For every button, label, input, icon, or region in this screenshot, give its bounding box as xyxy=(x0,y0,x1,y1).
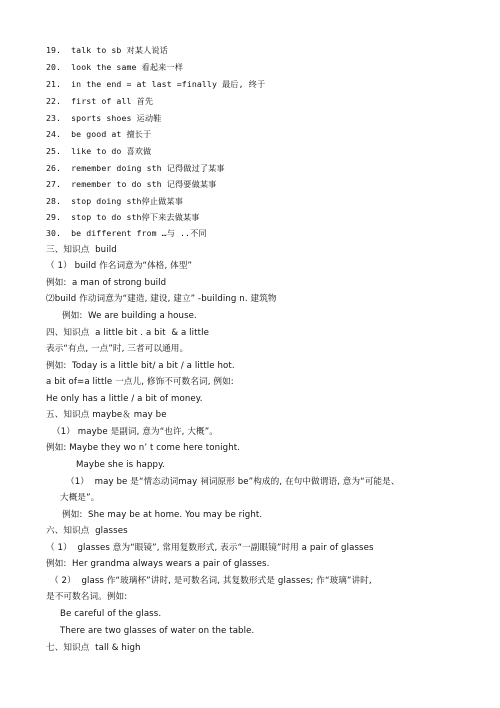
may-be-point: （1） may be 是“情态动词may 祠词原形 be”构成的, 在句中做谓语, 意为“可能是、 xyxy=(66,477,400,487)
a-little-example-1: 例如: Today is a little bit/ a bit / a little hot. xyxy=(46,361,235,371)
phrase-line-24: 24. be good at 擅长于 xyxy=(46,129,152,139)
phrase-line-26: 26. remember doing sth 记得做过了某事 xyxy=(46,163,225,173)
section-heading-glasses: 六、知识点 glasses xyxy=(46,526,128,536)
phrase-line-29: 29. stop to do sth停下来去做某事 xyxy=(46,212,200,222)
glasses-point-1: （ 1） glasses 意为“眼镜”, 常用复数形式, 表示“一副眼镜”时用 a pair of glasses xyxy=(46,543,374,553)
phrase-line-19: 19. talk to sb 对某人说话 xyxy=(46,45,168,55)
maybe-example-1: 例如: Maybe they wo n’ t come here tonight. xyxy=(46,443,241,453)
a-bit-of-example: He only has a little / a bit of money. xyxy=(46,394,203,404)
maybe-example-2: Maybe she is happy. xyxy=(76,460,165,470)
phrase-line-27: 27. remember to do sth 记得要做某事 xyxy=(46,179,217,189)
build-point-2: ⑵build 作动词意为“建造, 建设, 建立” -building n. 建筑物 xyxy=(46,294,277,304)
section-heading-a-little: 四、知识点 a little bit . a bit & a little xyxy=(46,328,209,338)
may-be-example: 例如: She may be at home. You may be right. xyxy=(62,510,263,520)
build-example-2: 例如: We are building a house. xyxy=(62,311,197,321)
a-little-explanation: 表示“有点, 一点”时, 三者可以通用。 xyxy=(46,344,189,354)
glass-example-1: Be careful of the glass. xyxy=(60,609,162,619)
phrase-line-30: 30. be different from …与 ..不同 xyxy=(46,228,207,238)
maybe-point-1: （1） maybe 是副词, 意为“也许, 大概”。 xyxy=(52,427,218,437)
section-heading-tall-high: 七、知识点 tall & high xyxy=(46,643,141,653)
phrase-line-20: 20. look the same 看起来一样 xyxy=(46,62,183,72)
phrase-line-28: 28. stop doing sth停止做某事 xyxy=(46,196,183,206)
glass-point-2-cont: 是不可数名词。例如: xyxy=(46,592,128,602)
glass-example-2: There are two glasses of water on the table. xyxy=(60,626,255,636)
section-heading-maybe: 五、知识点 maybe＆ may be xyxy=(46,410,167,420)
phrase-line-23: 23. sports shoes 运动鞋 xyxy=(46,113,162,123)
glass-point-2: （ 2） glass 作“玻璃杯”讲时, 是可数名词, 其复数形式是 glasses; 作“玻璃”讲时, xyxy=(50,576,372,586)
may-be-point-cont: 大概是”。 xyxy=(60,493,100,503)
build-point-1: （ 1） build 作名词意为“体格, 体型” xyxy=(46,261,193,271)
phrase-line-22: 22. first of all 首先 xyxy=(46,96,154,106)
a-bit-of-explanation: a bit of=a little 一点儿, 修饰不可数名词, 例如: xyxy=(46,377,234,387)
phrase-line-25: 25. like to do 喜欢做 xyxy=(46,146,152,156)
glasses-example-1: 例如: Her grandma always wears a pair of glasses. xyxy=(46,559,270,569)
section-heading-build: 三、知识点 build xyxy=(46,245,117,255)
build-example-1: 例如: a man of strong build xyxy=(46,278,167,288)
phrase-line-21: 21. in the end = at last =finally 最后, 终于 xyxy=(46,79,266,89)
